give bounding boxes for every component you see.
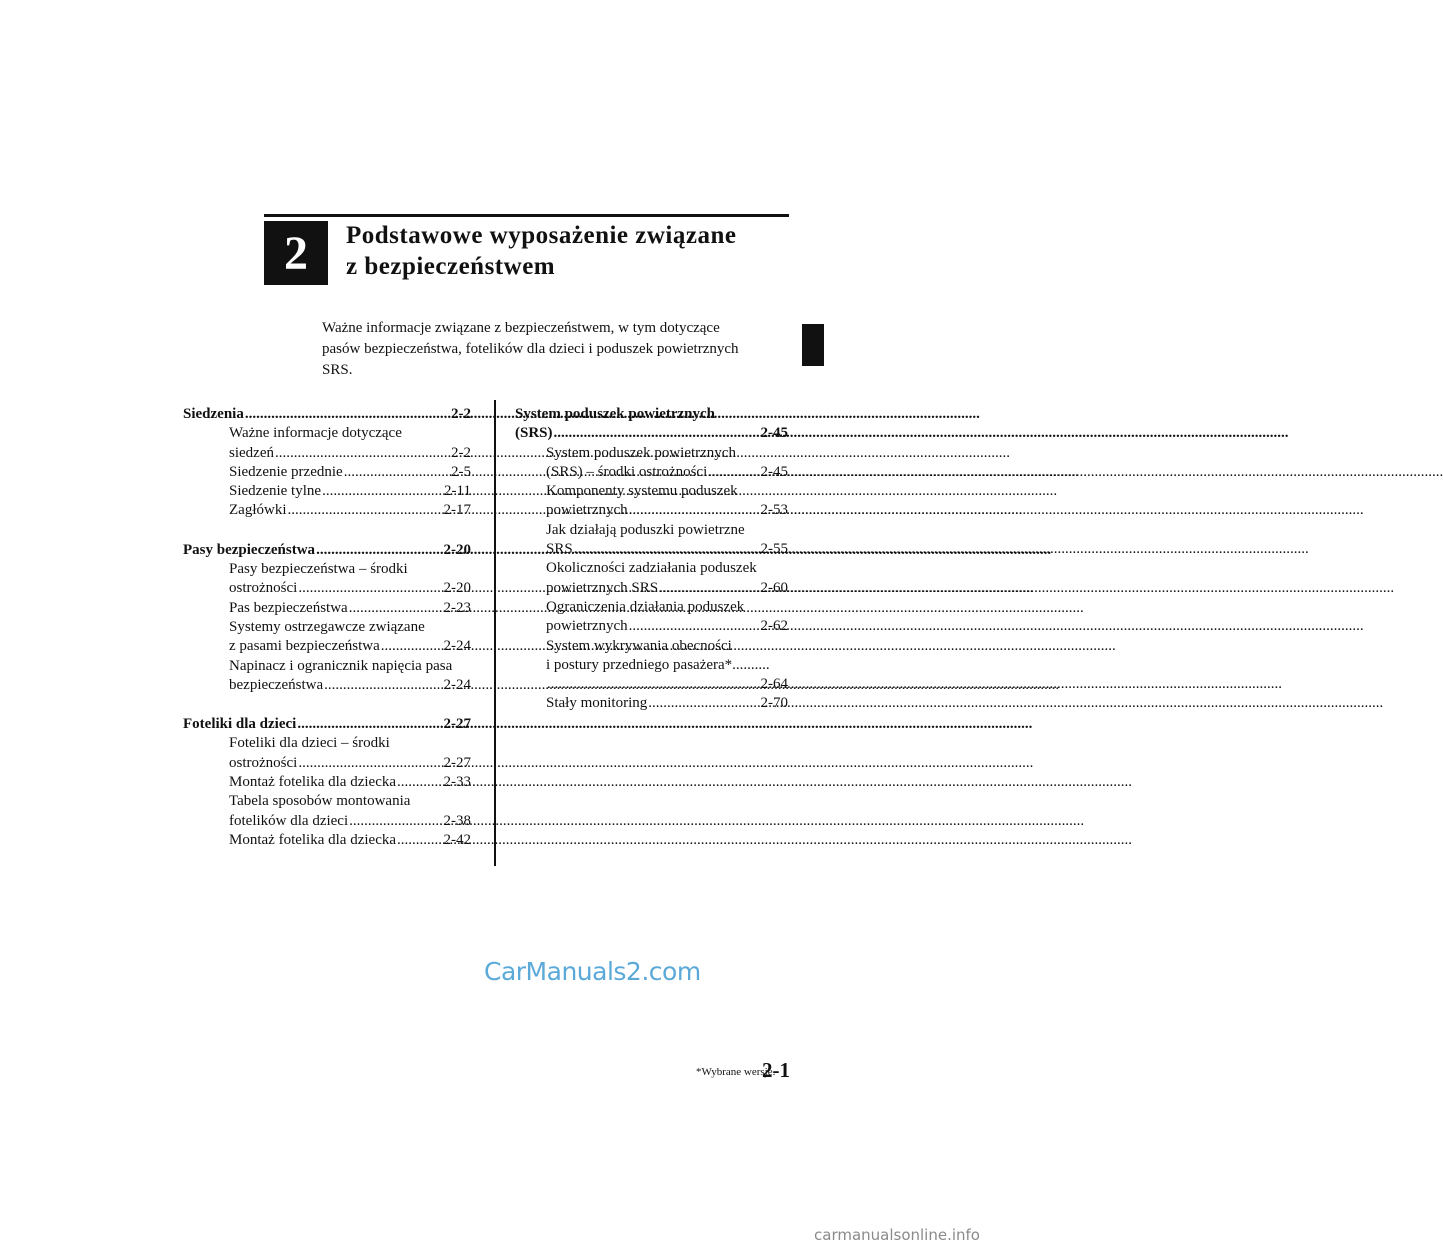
dot-leader — [298, 754, 442, 773]
toc-entry[interactable] — [515, 694, 788, 713]
toc-entry-row[interactable] — [229, 444, 471, 463]
toc-entry[interactable] — [183, 773, 471, 792]
dot-leader — [381, 637, 443, 656]
dot-leader — [275, 444, 450, 463]
toc-label: Siedzenia — [183, 406, 244, 422]
toc-page-number: 2-55 — [760, 541, 788, 558]
toc-label: (SRS) – środki ostrożności — [546, 463, 708, 480]
toc-entry[interactable] — [183, 792, 471, 831]
toc-entry[interactable] — [183, 482, 471, 501]
toc-entry-row[interactable] — [229, 773, 471, 792]
toc-label: powietrznych SRS — [546, 579, 659, 596]
dot-leader — [298, 579, 442, 598]
toc-page-number: 2-62 — [760, 618, 788, 635]
toc-label: Siedzenie tylne — [229, 483, 322, 500]
toc-entry[interactable] — [183, 618, 471, 657]
toc-page-number: 2-20 — [443, 580, 471, 597]
toc-entry-row[interactable] — [229, 482, 471, 501]
toc-section-heading[interactable] — [183, 541, 471, 560]
toc-page-number: 2-45 — [760, 425, 788, 442]
toc-section-title[interactable]: System poduszek powietrznych — [515, 406, 716, 422]
chapter-side-tab — [802, 324, 824, 366]
dot-leader — [297, 715, 442, 734]
toc-entry-line: Pasy bezpieczeństwa – środki — [229, 561, 408, 578]
dot-leader — [316, 541, 442, 560]
dot-leader — [349, 599, 443, 618]
toc-entry-row[interactable] — [229, 754, 471, 773]
footnote: *Wybrane wersje. — [696, 1066, 776, 1078]
toc-entry[interactable] — [515, 444, 788, 483]
toc-page-number: 2-33 — [443, 774, 471, 791]
toc-section — [183, 405, 471, 521]
toc-entry-row[interactable] — [546, 617, 788, 636]
toc-entry[interactable] — [183, 424, 471, 463]
toc-entry-row[interactable] — [229, 676, 471, 695]
toc-page-number: 2-45 — [760, 463, 788, 480]
chapter-number-box — [264, 221, 328, 285]
toc-label: bezpieczeństwa — [229, 676, 324, 693]
toc-label: Montaż fotelika dla dziecka — [229, 831, 397, 848]
toc-entry-row[interactable] — [229, 831, 471, 850]
toc-label: Stały monitoring — [546, 695, 648, 712]
toc-label: SRS — [546, 541, 573, 558]
toc-section-heading[interactable] — [515, 424, 788, 443]
dot-leader — [245, 405, 450, 424]
toc-label: Montaż fotelika dla dziecka — [229, 774, 397, 791]
toc-page-number: 2-42 — [443, 831, 471, 848]
toc-entry-line: Komponenty systemu poduszek — [546, 483, 738, 500]
toc-page-number: 2-17 — [443, 502, 471, 519]
dot-leader — [349, 812, 442, 831]
toc-entry[interactable] — [515, 598, 788, 637]
toc-page-number: 2-20 — [443, 541, 471, 558]
toc-label: ostrożności — [229, 580, 298, 597]
toc-entry[interactable] — [515, 521, 788, 560]
toc-entry[interactable] — [183, 831, 471, 850]
toc-label: Pasy bezpieczeństwa — [183, 541, 316, 558]
toc-page-number: 2-27 — [443, 754, 471, 771]
toc-entry[interactable] — [183, 599, 471, 618]
toc-label: Pas bezpieczeństwa — [229, 599, 348, 616]
toc-entry-line: Foteliki dla dzieci – środki — [229, 735, 390, 752]
toc-label: powietrznych — [546, 502, 628, 519]
toc-entry[interactable] — [183, 501, 471, 520]
toc-right-column — [515, 405, 788, 734]
toc-entry-row[interactable] — [229, 812, 471, 831]
toc-page-number: 2-38 — [443, 812, 471, 829]
toc-entry-line: Systemy ostrzegawcze związane — [229, 618, 425, 635]
toc-entry[interactable] — [183, 657, 471, 696]
toc-page-number: 2-70 — [760, 695, 788, 712]
toc-entry-line: i postury przedniego pasażera*.......... — [546, 656, 770, 673]
toc-label: Zagłówki — [229, 502, 287, 519]
dot-leader — [554, 424, 760, 443]
toc-section — [515, 405, 788, 714]
dot-leader — [708, 463, 759, 482]
toc-entry-row[interactable] — [546, 501, 788, 520]
toc-label: z pasami bezpieczeństwa — [229, 638, 380, 655]
toc-page-number: 2-24 — [443, 676, 471, 693]
toc-entry[interactable] — [183, 463, 471, 482]
toc-entry-line: Ograniczenia działania poduszek — [546, 598, 745, 615]
dot-leader — [288, 501, 443, 520]
toc-entry[interactable] — [515, 482, 788, 521]
toc-section-heading[interactable] — [183, 715, 471, 734]
toc-entry-row[interactable] — [229, 501, 471, 520]
dot-leader — [324, 676, 442, 695]
toc-entry-line: Ważne informacje dotyczące — [229, 425, 402, 442]
toc-entry-row[interactable] — [546, 694, 788, 713]
toc-label: Foteliki dla dzieci — [183, 716, 297, 733]
toc-entry-line: Tabela sposobów montowania — [229, 793, 411, 810]
toc-page-number: 2-64 — [760, 676, 788, 693]
dot-leader — [574, 540, 760, 559]
toc-page-number: 2-11 — [444, 483, 471, 500]
chapter-intro — [322, 318, 782, 381]
toc-page-number: 2-24 — [443, 638, 471, 655]
toc-entry[interactable] — [183, 734, 471, 773]
toc-page-number: 2-5 — [451, 463, 471, 480]
toc-entry-row[interactable] — [546, 540, 788, 559]
dot-leader — [629, 617, 760, 636]
dot-leader — [397, 831, 442, 850]
toc-page-number: 2-27 — [443, 716, 471, 733]
toc-section — [183, 715, 471, 850]
toc-entry-line: Napinacz i ogranicznik napięcia pasa — [229, 657, 453, 674]
toc-entry[interactable] — [183, 560, 471, 599]
toc-label: (SRS) — [515, 425, 553, 442]
dot-leader — [547, 675, 760, 694]
toc-page-number: 2-23 — [443, 599, 471, 616]
chapter-number: 2 — [284, 226, 308, 280]
column-divider — [494, 400, 496, 866]
toc-page-number: 2-53 — [760, 502, 788, 519]
toc-entry-row[interactable] — [229, 463, 471, 482]
page-number: 2-1 — [762, 1058, 790, 1082]
toc-entry-row[interactable] — [546, 675, 788, 694]
toc-entry-row[interactable] — [546, 463, 788, 482]
toc-entry-line: Okoliczności zadziałania poduszek — [546, 560, 757, 577]
toc-entry-line: Jak działają poduszki powietrzne — [546, 521, 745, 538]
toc-entry-row[interactable] — [229, 579, 471, 598]
toc-entry-line: System wykrywania obecności — [546, 637, 732, 654]
toc-page-number: 2-60 — [760, 579, 788, 596]
toc-entry-line: System poduszek powietrznych — [546, 444, 736, 461]
intro-line: Ważne informacje związane z bezpieczeństwem, w tym dotyczące — [322, 320, 720, 336]
chapter-top-rule — [264, 214, 789, 217]
toc-label: powietrznych — [546, 618, 628, 635]
toc-page-number: 2-2 — [451, 444, 471, 461]
chapter-title-line: z bezpieczeństwem — [346, 253, 556, 280]
toc-label: siedzeń — [229, 444, 274, 461]
toc-page-number: 2-2 — [451, 406, 471, 422]
intro-line: pasów bezpieczeństwa, fotelików dla dzieci i poduszek powietrznych — [322, 341, 739, 357]
toc-entry-row[interactable] — [229, 599, 471, 618]
dot-leader — [397, 773, 442, 792]
toc-left-column — [183, 405, 471, 870]
dot-leader — [322, 482, 443, 501]
toc-label: ostrożności — [229, 754, 298, 771]
toc-section — [183, 541, 471, 695]
toc-entry-row[interactable] — [229, 637, 471, 656]
watermark-logo[interactable]: CarManuals2.com — [484, 957, 701, 986]
toc-entry[interactable] — [515, 637, 788, 695]
toc-label: fotelików dla dzieci — [229, 812, 349, 829]
toc-entry[interactable] — [515, 559, 788, 598]
site-url[interactable]: carmanualsonline.info — [814, 1226, 980, 1244]
dot-leader — [344, 463, 450, 482]
chapter-title-line: Podstawowe wyposażenie związane — [346, 222, 737, 249]
dot-leader — [659, 579, 759, 598]
dot-leader — [648, 694, 759, 713]
toc-label: Siedzenie przednie — [229, 463, 343, 480]
dot-leader — [629, 501, 760, 520]
toc-section-heading[interactable] — [183, 405, 471, 424]
toc-entry-row[interactable] — [546, 579, 788, 598]
chapter-title — [346, 220, 786, 282]
intro-line: SRS. — [322, 362, 353, 378]
